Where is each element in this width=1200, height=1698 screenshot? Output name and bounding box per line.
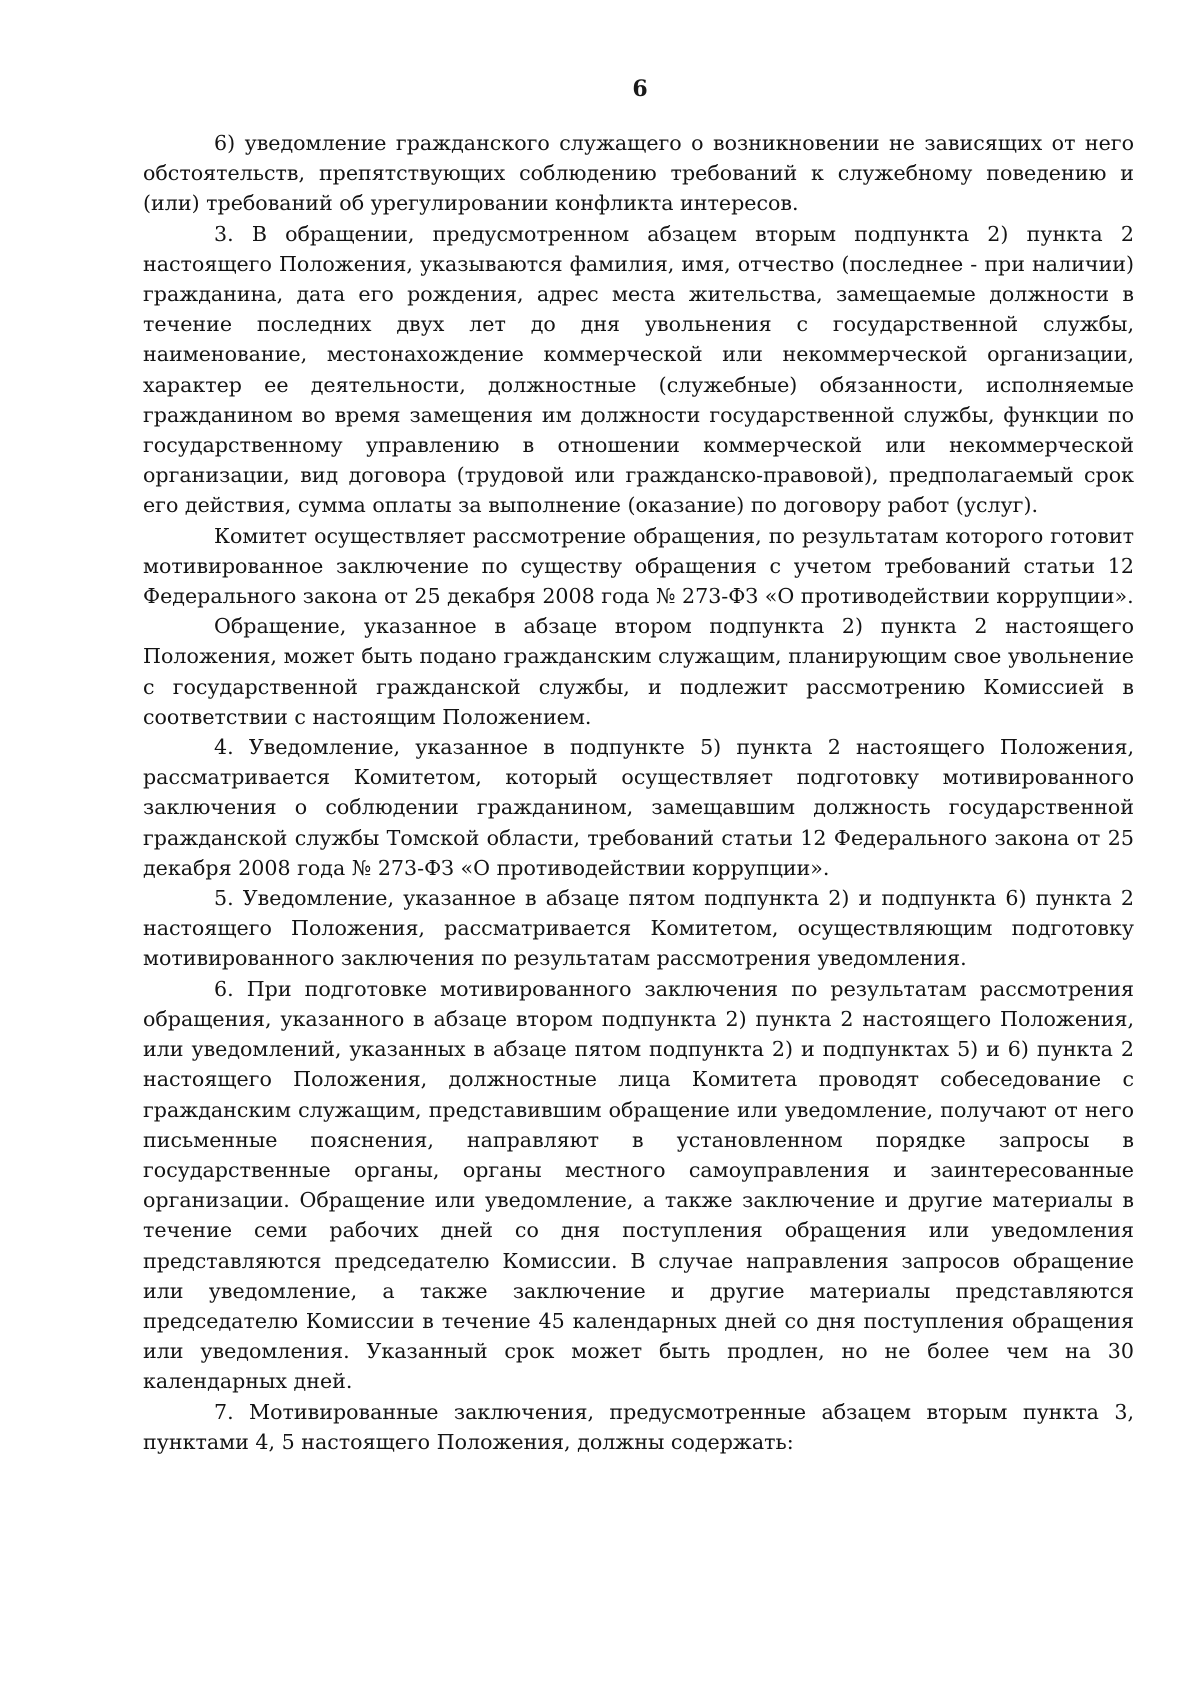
document-body	[143, 128, 1134, 1457]
paragraph-item-5: 5. Уведомление, указанное в абзаце пятом подпункта 2) и подпункта 6) пункта 2 настоящего Положения, рассматривается Комитетом, осуществляющим подготовку мотивированного заключения по результатам рассмотрения уведомления.	[143, 886, 1134, 971]
paragraph-item-3: 3. В обращении, предусмотренном абзацем вторым подпункта 2) пункта 2 настоящего Положения, указываются фамилия, имя, отчество (последнее - при наличии) гражданина, дата его рождения, адрес места жительства, замещаемые должности в течение последних двух лет до дня увольнения с государственной службы, наименование, местонахождение коммерческой или некоммерческой организации, характер ее деятельности, должностные (служебные) обязанности, исполняемые гражданином во время замещения им должности государственной службы, функции по государственному управлению в отношении коммерческой или некоммерческой организации, вид договора (трудовой или гражданско-правовой), предполагаемый срок его действия, сумма оплаты за выполнение (оказание) по договору работ (услуг).	[143, 221, 1134, 518]
paragraph-committee-review: Комитет осуществляет рассмотрение обращения, по результатам которого готовит мотивированное заключение по существу обращения с учетом требований статьи 12 Федерального закона от 25 декабря 2008 года № 273-ФЗ «О противодействии коррупции».	[143, 523, 1134, 609]
paragraph-subitem-6: 6) уведомление гражданского служащего о возникновении не зависящих от него обстоятельств, препятствующих соблюдению требований к служебному поведению и (или) требований об урегулировании конфликта интересов.	[143, 131, 1134, 216]
paragraph-appeal-submission: Обращение, указанное в абзаце втором подпункта 2) пункта 2 настоящего Положения, может быть подано гражданским служащим, планирующим свое увольнение с государственной гражданской службы, и подлежит рассмотрению Комиссией в соответствии с настоящим Положением.	[143, 614, 1134, 729]
paragraph-item-6: 6. При подготовке мотивированного заключения по результатам рассмотрения обращения, указанного в абзаце втором подпункта 2) пункта 2 настоящего Положения, или уведомлений, указанных в абзаце пятом подпункта 2) и подпунктах 5) и 6) пункта 2 настоящего Положения, должностные лица Комитета проводят собеседование с гражданским служащим, представившим обращение или уведомление, получают от него письменные пояснения, направляют в установленном порядке запросы в государственные органы, органы местного самоуправления и заинтересованные организации. Обращение или уведомление, а также заключение и другие материалы в течение семи рабочих дней со дня поступления обращения или уведомления представляются председателю Комиссии. В случае направления запросов обращение или уведомление, а также заключение и другие материалы представляются председателю Комиссии в течение 45 календарных дней со дня поступления обращения или уведомления. Указанный срок может быть продлен, но не более чем на 30 календарных дней.	[143, 976, 1134, 1394]
page-number: 6	[632, 76, 648, 102]
paragraph-item-4: 4. Уведомление, указанное в подпункте 5) пункта 2 настоящего Положения, рассматривается Комитетом, который осуществляет подготовку мотивированного заключения о соблюдении гражданином, замещавшим должность государственной гражданской службы Томской области, требований статьи 12 Федерального закона от 25 декабря 2008 года № 273-ФЗ «О противодействии коррупции».	[143, 735, 1134, 880]
paragraph-item-7: 7. Мотивированные заключения, предусмотренные абзацем вторым пункта 3, пунктами 4, 5 настоящего Положения, должны содержать:	[143, 1399, 1134, 1454]
